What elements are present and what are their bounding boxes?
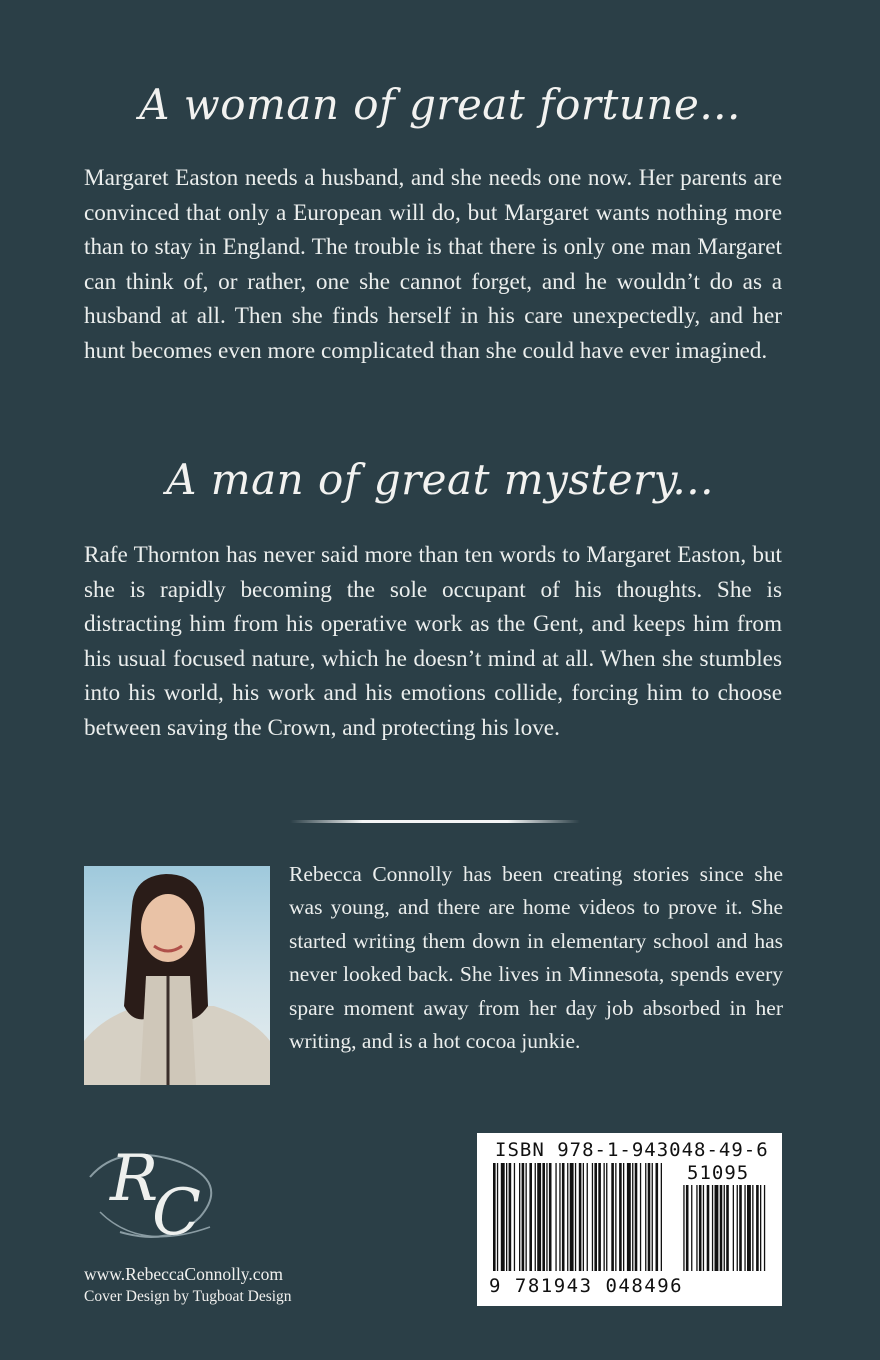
- heading-man-of-great-mystery: A man of great mystery...: [166, 455, 714, 504]
- heading-woman-of-great-fortune: A woman of great fortune...: [139, 80, 741, 129]
- rc-monogram-logo: [80, 1122, 240, 1257]
- author-bio: Rebecca Connolly has been creating stories since she was young, and there are home videos to prove it. She started writing them down in elementary school and has never looked back. She lives in Minnesota, spends every spare moment away from her day job absorbed in her writing, and is a hot cocoa junkie.: [289, 862, 783, 1054]
- price-code: 51095: [687, 1162, 750, 1184]
- svg-text:C: C: [152, 1176, 201, 1250]
- author-photo: [84, 866, 270, 1085]
- blurb-paragraph-margaret: Margaret Easton needs a husband, and she needs one now. Her parents are convinced that only a European will do, but Margaret wants nothing more than to stay in England. The trouble is that there is only one man Margaret can think of, or rather, one she cannot forget, and he wouldn’t do as a husband at all. Then she finds herself in his care unexpectedly, and her hunt becomes even more complicated than she could have ever imagined.: [84, 165, 782, 364]
- isbn-label: ISBN 978-1-943048-49-6: [495, 1139, 769, 1161]
- ean-digits: 9 781943 048496: [489, 1275, 684, 1297]
- author-website: www.RebeccaConnolly.com: [84, 1264, 283, 1284]
- svg-text:R: R: [110, 1142, 159, 1216]
- isbn-barcode: [477, 1133, 782, 1306]
- cover-design-credit: Cover Design by Tugboat Design: [84, 1288, 292, 1305]
- ornamental-divider: [290, 820, 580, 823]
- blurb-paragraph-rafe: Rafe Thornton has never said more than ten words to Margaret Easton, but she is rapidly becoming the sole occupant of his thoughts. She is distracting him from his operative work as the Gent, and keeps him from his usual focused nature, which he doesn’t mind at all. When she stumbles into his world, his work and his emotions collide, forcing him to choose between saving the Crown, and protecting his love.: [84, 542, 782, 741]
